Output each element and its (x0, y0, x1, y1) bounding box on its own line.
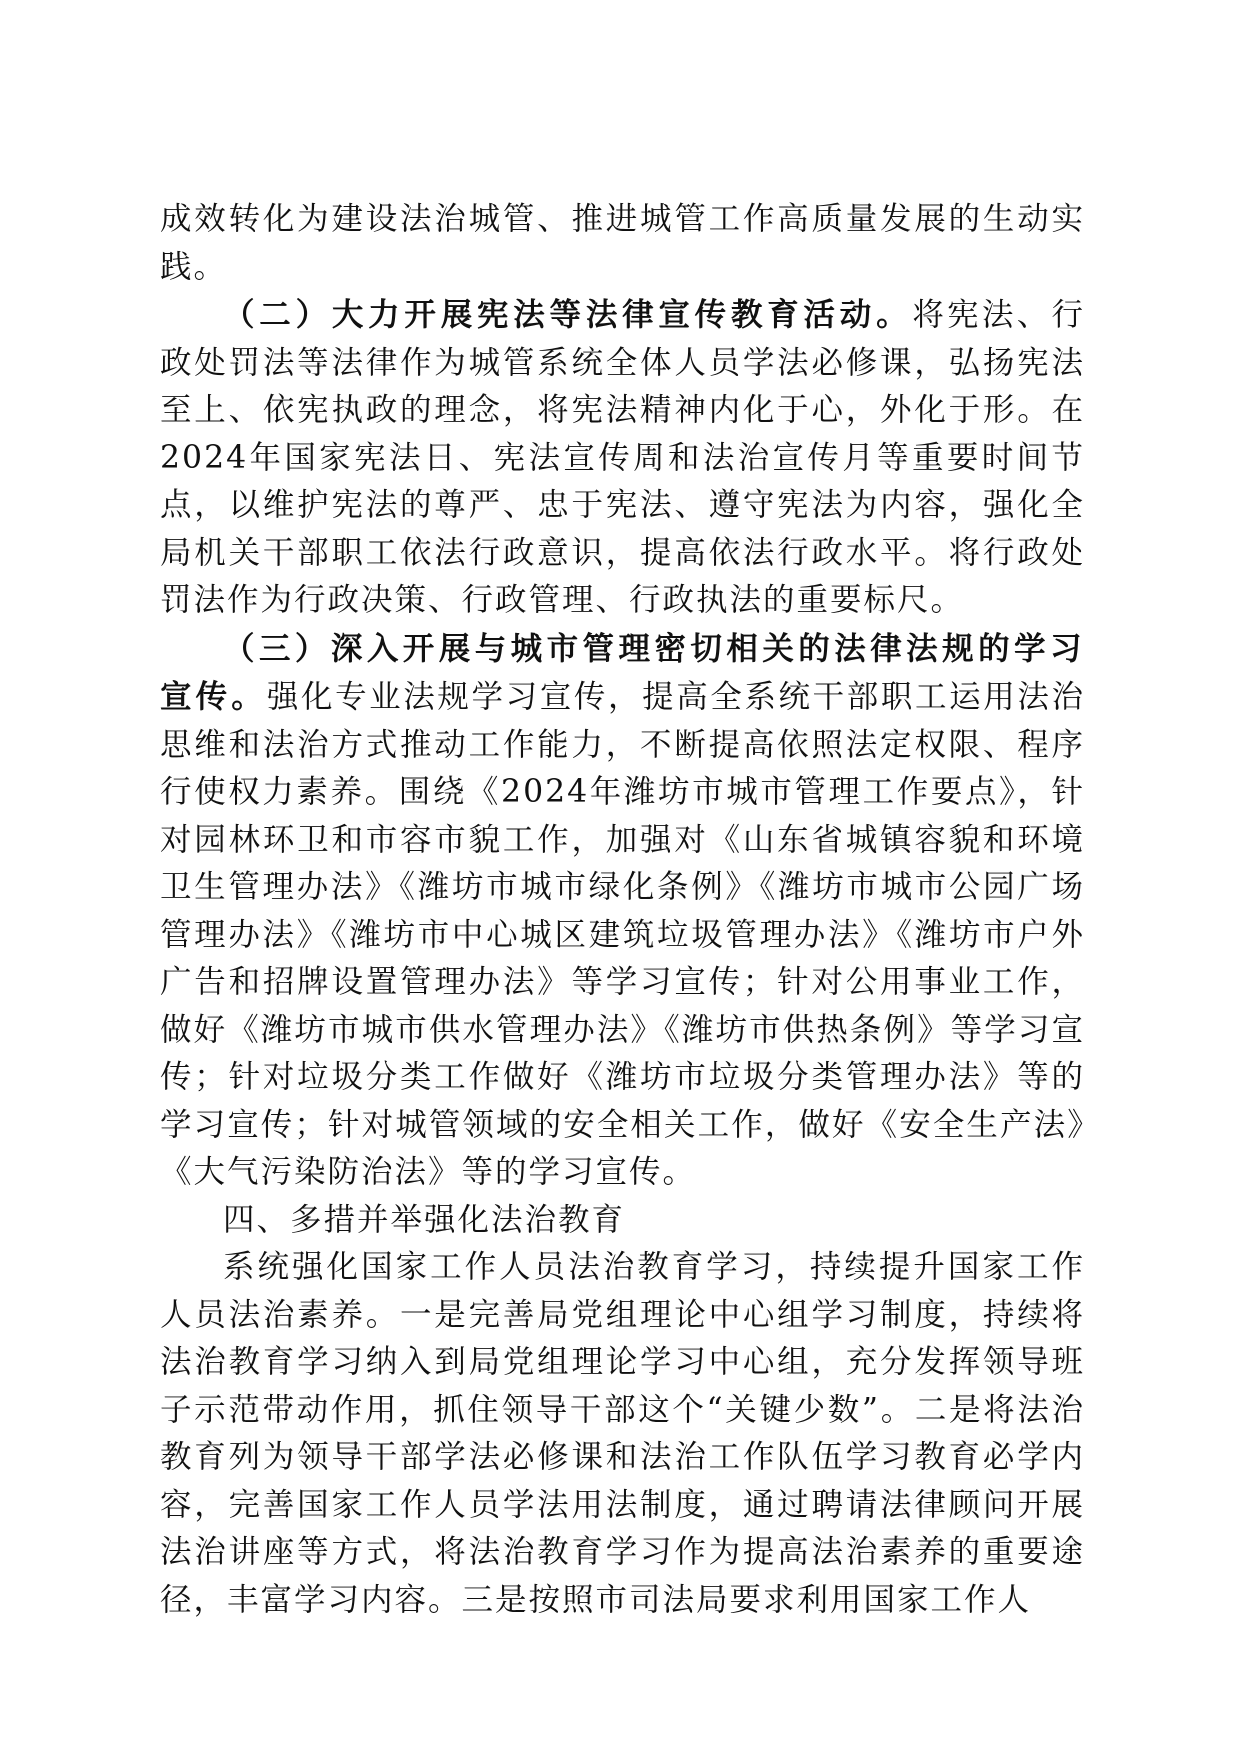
paragraph-section-3 (160, 625, 1085, 1197)
heading-section-4: 四、多措并举强化法治教育 (223, 1201, 626, 1238)
section-3-heading: （三）深入开展与城市管理密切相关的法律法规的学习宣传。 (160, 629, 1085, 715)
paragraph-section-4: 系统强化国家工作人员法治教育学习，持续提升国家工作人员法治素养。一是完善局党组理论中心组学习制度，持续将法治教育学习纳入到局党组理论学习中心组，充分发挥领导班子示范带动作用，抓住领导干部这个“关键少数”。二是将法治教育列为领导干部学法必修课和法治工作队伍学习教育必学内容，完善国家工作人员学法用法制度，通过聘请法律顾问开展法治讲座等方式，将法治教育学习作为提高法治素养的重要途径，丰富学习内容。三是按照市司法局要求利用国家工作人 (160, 1249, 1085, 1618)
section-3-body: 强化专业法规学习宣传，提高全系统干部职工运用法治思维和法治方式推动工作能力，不断提高依照法定权限、程序行使权力素养。围绕《2024年潍坊市城市管理工作要点》，针对园林环卫和市容市貌工作，加强对《山东省城镇容貌和环境卫生管理办法》《潍坊市城市绿化条例》《潍坊市城市公园广场管理办法》《潍坊市中心城区建筑垃圾管理办法》《潍坊市户外广告和招牌设置管理办法》等学习宣传；针对公用事业工作，做好《潍坊市城市供水管理办法》《潍坊市供热条例》等学习宣传；针对垃圾分类工作做好《潍坊市垃圾分类管理办法》等的学习宣传；针对城管领域的安全相关工作，做好《安全生产法》《大气污染防治法》等的学习宣传。 (160, 679, 1085, 1190)
section-2-body: 将宪法、行政处罚法等法律作为城管系统全体人员学法必修课，弘扬宪法至上、依宪执政的理念，将宪法精神内化于心，外化于形。在2024年国家宪法日、宪法宣传周和法治宣传月等重要时间节点，以维护宪法的尊严、忠于宪法、遵守宪法为内容，强化全局机关干部职工依法行政意识，提高依法行政水平。将行政处罚法作为行政决策、行政管理、行政执法的重要标尺。 (160, 297, 1085, 618)
section-2-heading: （二）大力开展宪法等法律宣传教育活动。 (223, 296, 913, 333)
document-body (160, 196, 1085, 1624)
paragraph-continued: 成效转化为建设法治城管、推进城管工作高质量发展的生动实践。 (160, 201, 1085, 285)
paragraph-section-2 (160, 291, 1085, 625)
